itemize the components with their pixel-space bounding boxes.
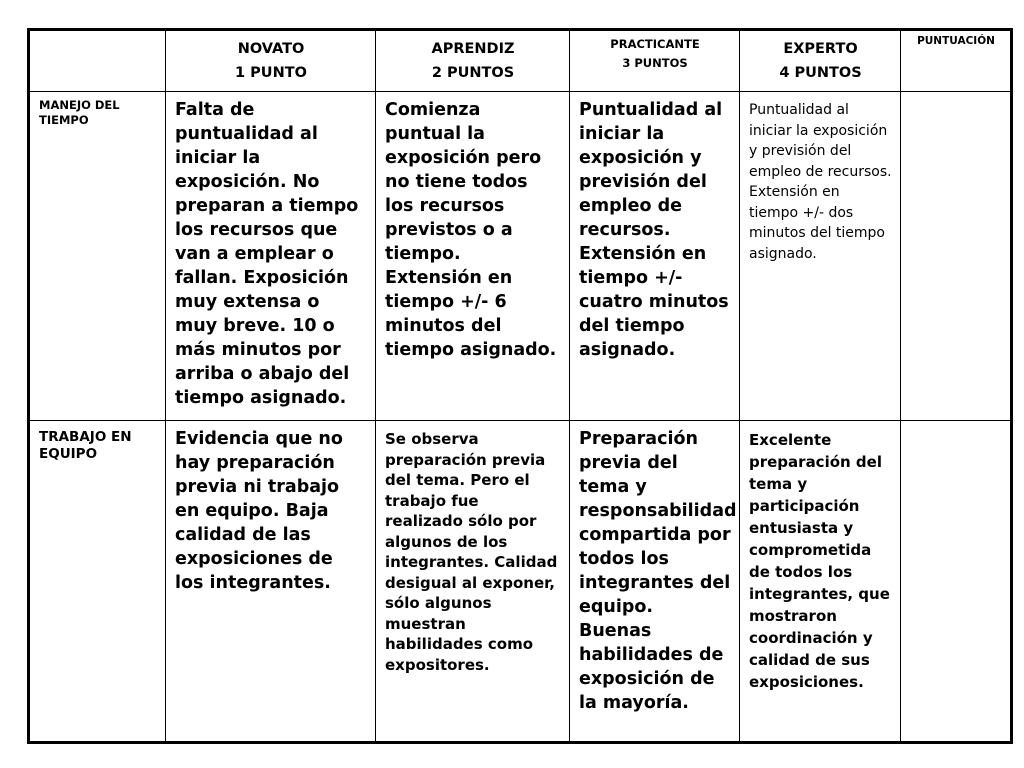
header-puntuacion [901, 30, 1012, 92]
criterion-manejo-del-tiempo: MANEJO DEL TIEMPO [29, 92, 166, 421]
header-experto-points: 4 PUNTOS [779, 65, 862, 81]
header-experto [740, 30, 901, 92]
cell-puntuacion[interactable] [901, 92, 1012, 421]
corner-cell [29, 30, 166, 92]
cell-experto: Excelente preparación del tema y participación entusiasta y comprometida de todos los integrantes, que mostraron coordinación y calidad de sus exposiciones. [740, 421, 901, 743]
cell-practicante: Preparación previa del tema y responsabilidad compartida por todos los integrantes del equipo. Buenas habilidades de exposición de la mayoría. [570, 421, 740, 743]
header-practicante-points: 3 PUNTOS [622, 56, 688, 70]
cell-novato: Evidencia que no hay preparación previa ni trabajo en equipo. Baja calidad de las exposiciones de los integrantes. [166, 421, 376, 743]
header-novato [166, 30, 376, 92]
cell-practicante: Puntualidad al iniciar la exposición y previsión del empleo de recursos. Extensión en tiempo +/- cuatro minutos del tiempo asignado. [570, 92, 740, 421]
header-novato-points: 1 PUNTO [235, 65, 307, 81]
header-aprendiz-points: 2 PUNTOS [431, 65, 515, 81]
header-practicante-title: PRACTICANTE [610, 37, 700, 51]
header-experto-title: EXPERTO [783, 41, 858, 57]
header-aprendiz [376, 30, 570, 92]
cell-puntuacion[interactable] [901, 421, 1012, 743]
header-puntuacion-title: PUNTUACIÓN [917, 35, 995, 47]
cell-novato: Falta de puntualidad al iniciar la exposición. No preparan a tiempo los recursos que van a emplear o fallan. Exposición muy extensa o muy breve. 10 o más minutos por arriba o abajo del tiempo asignado. [166, 92, 376, 421]
cell-aprendiz: Se observa preparación previa del tema. Pero el trabajo fue realizado sólo por algunos de los integrantes. Calidad desigual al exponer, sólo algunos muestran habilidades como expositores. [376, 421, 570, 743]
header-aprendiz-title: APRENDIZ [431, 41, 515, 57]
header-novato-title: NOVATO [237, 41, 305, 57]
criterion-trabajo-en-equipo: TRABAJO EN EQUIPO [29, 421, 166, 743]
header-row [29, 30, 1012, 92]
cell-aprendiz: Comienza puntual la exposición pero no tiene todos los recursos previstos o a tiempo. Extensión en tiempo +/- 6 minutos del tiempo asignado. [376, 92, 570, 421]
table-row [29, 92, 1012, 421]
table-row [29, 421, 1012, 743]
rubric-table [27, 28, 1013, 744]
header-practicante [570, 30, 740, 92]
cell-experto: Puntualidad al iniciar la exposición y previsión del empleo de recursos. Extensión en tiempo +/- dos minutos del tiempo asignado. [740, 92, 901, 421]
